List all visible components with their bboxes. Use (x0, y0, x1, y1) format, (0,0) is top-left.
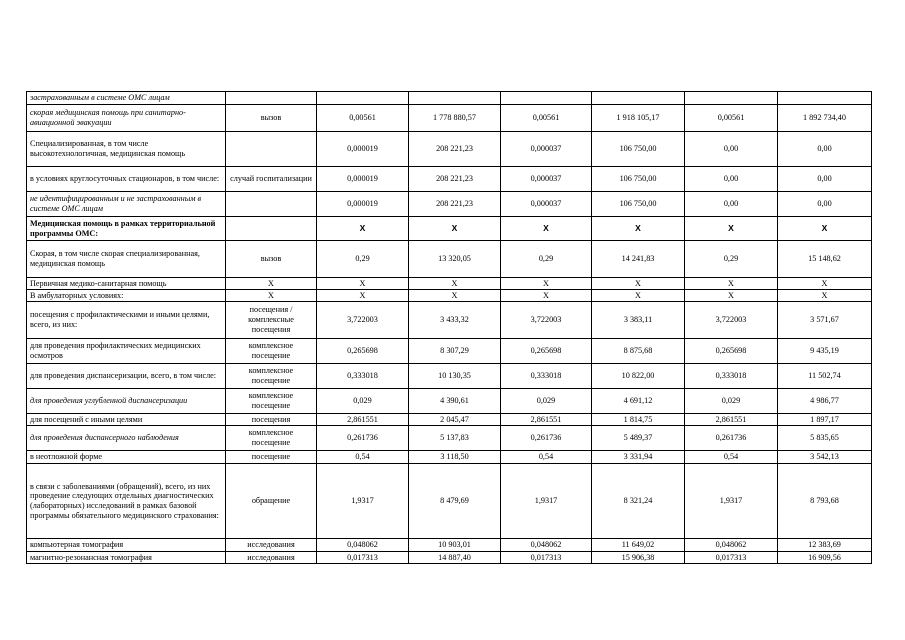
value-cell: 3 383,11 (592, 302, 685, 339)
value-cell: 5 489,37 (592, 426, 685, 451)
value-cell: 11 649,02 (592, 539, 685, 552)
value-cell: X (317, 290, 409, 302)
row-unit: вызов (226, 241, 317, 278)
value-cell: 4 691,12 (592, 389, 685, 414)
value-cell: 0,017313 (501, 552, 592, 564)
value-cell: 0,265698 (317, 339, 409, 364)
value-cell: X (778, 217, 872, 241)
value-cell: 0,261736 (501, 426, 592, 451)
value-cell: 1,9317 (685, 464, 778, 539)
row-label: Медицинская помощь в рамках территориальной программы ОМС: (27, 217, 226, 241)
value-cell: 3,722003 (501, 302, 592, 339)
value-cell: 2,861551 (685, 414, 778, 426)
value-cell: 0,048062 (317, 539, 409, 552)
value-cell: X (685, 290, 778, 302)
value-cell: 10 903,01 (409, 539, 501, 552)
value-cell: X (592, 278, 685, 290)
table-row (27, 92, 872, 105)
value-cell: 2,861551 (317, 414, 409, 426)
table-row (27, 539, 872, 552)
value-cell: 12 383,69 (778, 539, 872, 552)
row-label: магнитно-резонансная томография (27, 552, 226, 564)
value-cell: 0,00561 (685, 105, 778, 132)
row-label: для проведения диспансерного наблюдения (27, 426, 226, 451)
value-cell: 0,261736 (685, 426, 778, 451)
value-cell: 0,00 (778, 167, 872, 192)
table-row (27, 426, 872, 451)
value-cell: 0,00561 (317, 105, 409, 132)
value-cell: 0,54 (317, 451, 409, 464)
row-label: застрахованным в системе ОМС лицам (27, 92, 226, 105)
table-row (27, 464, 872, 539)
value-cell: X (592, 217, 685, 241)
value-cell: 10 822,00 (592, 364, 685, 389)
value-cell (409, 92, 501, 105)
row-label: в неотложной форме (27, 451, 226, 464)
row-label: не идентифицированным и не застрахованным в системе ОМС лицам (27, 192, 226, 217)
value-cell: X (501, 278, 592, 290)
row-unit: посещения / комплексные посещения (226, 302, 317, 339)
value-cell: 0,29 (685, 241, 778, 278)
value-cell: 3 571,67 (778, 302, 872, 339)
value-cell: 0,00 (778, 192, 872, 217)
table-row (27, 339, 872, 364)
value-cell: 10 130,35 (409, 364, 501, 389)
row-label: для посещений с иными целями (27, 414, 226, 426)
row-unit (226, 92, 317, 105)
value-cell: 14 887,40 (409, 552, 501, 564)
value-cell: 3,722003 (317, 302, 409, 339)
row-label: скорая медицинская помощь при санитарно-авиационной эвакуации (27, 105, 226, 132)
row-unit: случай госпитализации (226, 167, 317, 192)
value-cell: 208 221,23 (409, 132, 501, 167)
value-cell: X (685, 217, 778, 241)
value-cell: 2,861551 (501, 414, 592, 426)
value-cell: 8 307,29 (409, 339, 501, 364)
table-body (27, 92, 872, 564)
value-cell: 106 750,00 (592, 132, 685, 167)
table-row (27, 290, 872, 302)
value-cell: 0,029 (317, 389, 409, 414)
row-label: компьютерная томография (27, 539, 226, 552)
table-row (27, 552, 872, 564)
table-row (27, 167, 872, 192)
row-unit: исследования (226, 552, 317, 564)
value-cell: 4 390,61 (409, 389, 501, 414)
row-unit: комплексное посещение (226, 389, 317, 414)
value-cell: X (685, 278, 778, 290)
value-cell (685, 92, 778, 105)
value-cell: 15 906,38 (592, 552, 685, 564)
row-unit: X (226, 278, 317, 290)
table-row (27, 105, 872, 132)
value-cell: 8 479,69 (409, 464, 501, 539)
value-cell: 0,029 (501, 389, 592, 414)
table-row (27, 414, 872, 426)
value-cell: 3 433,32 (409, 302, 501, 339)
value-cell: 1 918 105,17 (592, 105, 685, 132)
value-cell (501, 92, 592, 105)
row-unit: посещения (226, 414, 317, 426)
value-cell: 0,00 (685, 167, 778, 192)
table-row (27, 241, 872, 278)
value-cell: 9 435,19 (778, 339, 872, 364)
value-cell: 13 320,05 (409, 241, 501, 278)
value-cell: X (409, 217, 501, 241)
row-label: В амбулаторных условиях: (27, 290, 226, 302)
value-cell: 8 875,68 (592, 339, 685, 364)
value-cell: 0,00 (685, 192, 778, 217)
value-cell: 1 778 880,57 (409, 105, 501, 132)
row-label: для проведения профилактических медицинских осмотров (27, 339, 226, 364)
value-cell: 106 750,00 (592, 192, 685, 217)
value-cell (778, 92, 872, 105)
value-cell: 106 750,00 (592, 167, 685, 192)
value-cell: 11 502,74 (778, 364, 872, 389)
value-cell: 0,265698 (501, 339, 592, 364)
row-label: в связи с заболеваниями (обращений), всего, из них проведение следующих отдельных диагностических (лабораторных) исследований в рамках базовой программы обязательного медицинского страхования: (27, 464, 226, 539)
row-unit (226, 192, 317, 217)
value-cell: 1 892 734,40 (778, 105, 872, 132)
row-label: посещения с профилактическими и иными целями, всего, из них: (27, 302, 226, 339)
value-cell: 3 118,50 (409, 451, 501, 464)
value-cell: 1,9317 (317, 464, 409, 539)
value-cell: 0,261736 (317, 426, 409, 451)
value-cell: 14 241,83 (592, 241, 685, 278)
value-cell: 1 897,17 (778, 414, 872, 426)
value-cell: 5 835,65 (778, 426, 872, 451)
table-row (27, 217, 872, 241)
row-label: Специализированная, в том числе высокотехнологичная, медицинская помощь (27, 132, 226, 167)
value-cell: 0,00561 (501, 105, 592, 132)
row-unit: вызов (226, 105, 317, 132)
row-label: Скорая, в том числе скорая специализированная, медицинская помощь (27, 241, 226, 278)
value-cell: X (778, 290, 872, 302)
row-unit (226, 132, 317, 167)
table-row (27, 451, 872, 464)
row-unit: посещение (226, 451, 317, 464)
value-cell: X (778, 278, 872, 290)
value-cell: 5 137,83 (409, 426, 501, 451)
value-cell: 0,00 (778, 132, 872, 167)
value-cell: 3,722003 (685, 302, 778, 339)
value-cell: 0,000037 (501, 132, 592, 167)
value-cell: 15 148,62 (778, 241, 872, 278)
value-cell: 3 542,13 (778, 451, 872, 464)
value-cell: 0,000019 (317, 167, 409, 192)
value-cell: 0,000037 (501, 192, 592, 217)
row-unit: обращение (226, 464, 317, 539)
value-cell: 8 793,68 (778, 464, 872, 539)
row-unit: комплексное посещение (226, 339, 317, 364)
value-cell (592, 92, 685, 105)
value-cell: 0,54 (685, 451, 778, 464)
row-unit: исследования (226, 539, 317, 552)
value-cell: X (317, 217, 409, 241)
value-cell: 0,54 (501, 451, 592, 464)
row-label: для проведения углубленной диспансеризации (27, 389, 226, 414)
value-cell (317, 92, 409, 105)
value-cell: X (592, 290, 685, 302)
value-cell: 16 909,56 (778, 552, 872, 564)
value-cell: 0,00 (685, 132, 778, 167)
table-row (27, 389, 872, 414)
value-cell: 0,000037 (501, 167, 592, 192)
row-label: для проведения диспансеризации, всего, в том числе: (27, 364, 226, 389)
table-row (27, 132, 872, 167)
table-row (27, 302, 872, 339)
value-cell: 2 045,47 (409, 414, 501, 426)
value-cell: 0,000019 (317, 192, 409, 217)
value-cell: X (409, 290, 501, 302)
value-cell: 208 221,23 (409, 192, 501, 217)
value-cell: X (501, 217, 592, 241)
value-cell: 0,333018 (501, 364, 592, 389)
value-cell: 0,048062 (501, 539, 592, 552)
value-cell: 4 986,77 (778, 389, 872, 414)
table-row (27, 364, 872, 389)
value-cell: 0,29 (501, 241, 592, 278)
value-cell: 1,9317 (501, 464, 592, 539)
row-unit: комплексное посещение (226, 426, 317, 451)
value-cell: X (501, 290, 592, 302)
value-cell: 0,265698 (685, 339, 778, 364)
data-table (26, 91, 872, 564)
value-cell: 1 814,75 (592, 414, 685, 426)
value-cell: 0,000019 (317, 132, 409, 167)
table-row (27, 192, 872, 217)
value-cell: X (317, 278, 409, 290)
row-label: в условиях круглосуточных стационаров, в том числе: (27, 167, 226, 192)
value-cell: 0,029 (685, 389, 778, 414)
value-cell: 0,333018 (685, 364, 778, 389)
value-cell: 3 331,94 (592, 451, 685, 464)
value-cell: 0,333018 (317, 364, 409, 389)
row-label: Первичная медико-санитарная помощь (27, 278, 226, 290)
row-unit: X (226, 290, 317, 302)
value-cell: 0,017313 (317, 552, 409, 564)
value-cell: 0,29 (317, 241, 409, 278)
value-cell: 208 221,23 (409, 167, 501, 192)
value-cell: 8 321,24 (592, 464, 685, 539)
value-cell: 0,017313 (685, 552, 778, 564)
value-cell: 0,048062 (685, 539, 778, 552)
row-unit: комплексное посещение (226, 364, 317, 389)
row-unit (226, 217, 317, 241)
table-row (27, 278, 872, 290)
value-cell: X (409, 278, 501, 290)
